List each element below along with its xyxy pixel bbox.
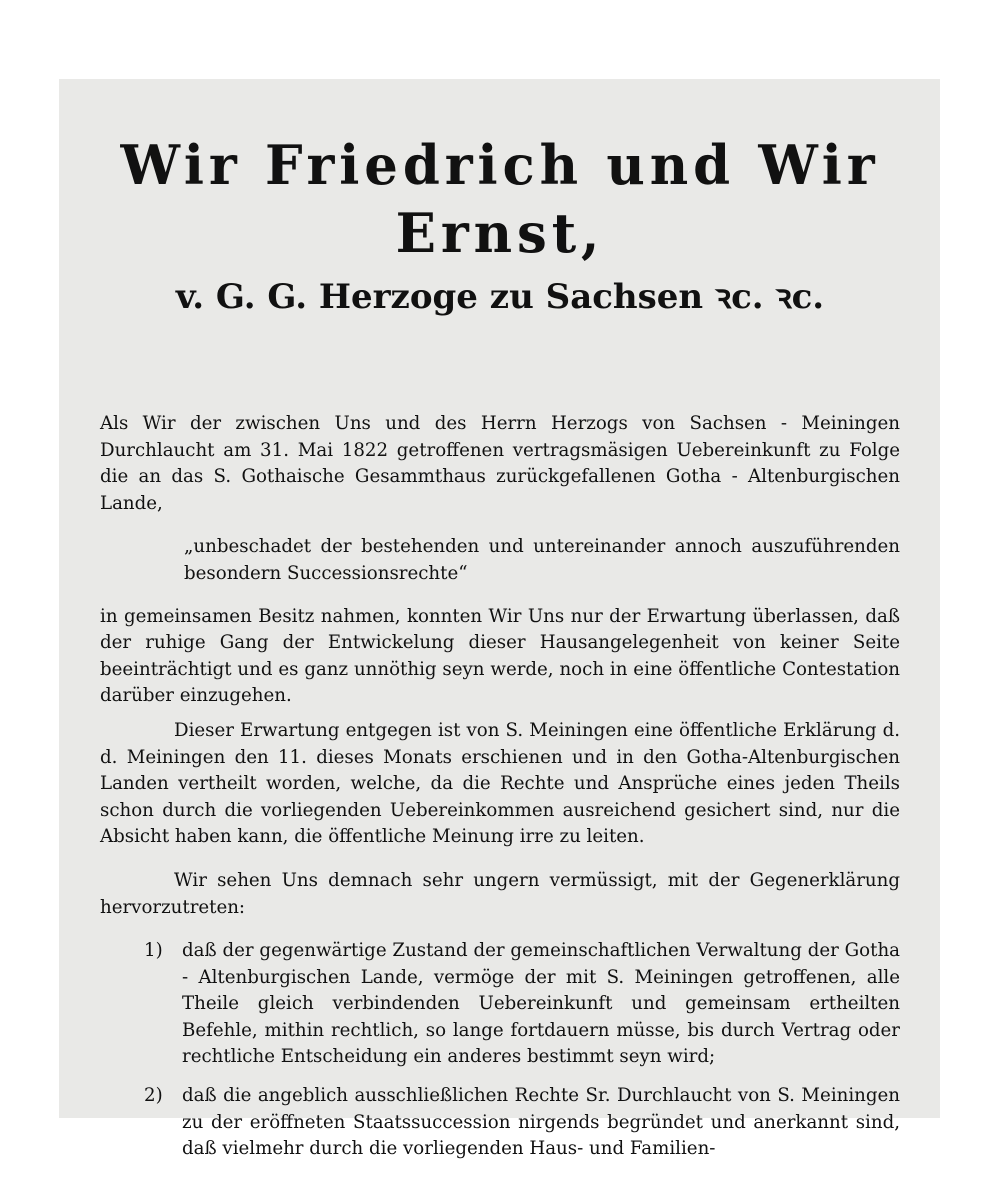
paragraph-quotation: „unbeschadet der bestehenden und untereinander annoch auszuführenden besondern Successionsrechte“ [184,536,900,584]
list-item-number: 2) [144,1085,163,1107]
paragraph-opening: Als Wir der zwischen Uns und des Herrn Herzogs von Sachsen - Meiningen Durchlaucht am 31. Mai 1822 getroffenen vertragsmäsigen Uebereinkunft zu Folge die an das S. Gothaische Gesammthaus zurückgefallenen Gotha - Altenburgischen Lande, [100,413,900,514]
list-item [100,1083,900,1163]
list-item-number: 1) [144,940,163,962]
list-item-text: daß die angeblich ausschließlichen Rechte Sr. Durchlaucht von S. Meiningen zu der eröffneten Staatssuccession nirgends begründet und anerkannt sind, daß vielmehr durch die vorliegenden Haus- und Familien- [182,1085,900,1160]
paragraph-counter-declaration: Wir sehen Uns demnach sehr ungern vermüssigt, mit der Gegenerklärung hervorzutreten: [100,869,900,918]
document-subtitle: v. G. G. Herzoge zu Sachsen ꝛc. ꝛc. [175,277,825,317]
list-item-text: daß der gegenwärtige Zustand der gemeinschaftlichen Verwaltung der Gotha - Altenburgischen Lande, vermöge der mit S. Meiningen getroffenen, alle Theile gleich verbindenden Uebereinkunft und gemeinsam ertheilten Befehle, mithin rechtlich, so lange fortdauern müsse, bis durch Vertrag oder rechtliche Entscheidung ein anderes bestimmt seyn wird; [182,940,900,1068]
document-title: Wir Friedrich und Wir Ernst, [120,133,880,265]
document [100,131,900,1163]
list-item [100,938,900,1071]
paragraph-continuation: in gemeinsamen Besitz nahmen, konnten Wir Uns nur der Erwartung überlassen, daß der ruhige Gang der Entwickelung dieser Hausangelegenheit von keiner Seite beeinträchtigt und es ganz unnöthig seyn werde, noch in eine öffentliche Contestation darüber einzugehen. [100,605,900,707]
document-body [100,411,900,1163]
scanned-page [59,79,940,1160]
paragraph-meiningen-declaration: Dieser Erwartung entgegen ist von S. Meiningen eine öffentliche Erklärung d. d. Meiningen den 11. dieses Monats erschienen und in den Gotha-Altenburgischen Landen vertheilt worden, welche, da die Rechte und Ansprüche eines jeden Theils schon durch die vorliegenden Uebereinkommen ausreichend gesichert sind, nur die Absicht haben kann, die öffentliche Meinung irre zu leiten. [100,719,900,848]
